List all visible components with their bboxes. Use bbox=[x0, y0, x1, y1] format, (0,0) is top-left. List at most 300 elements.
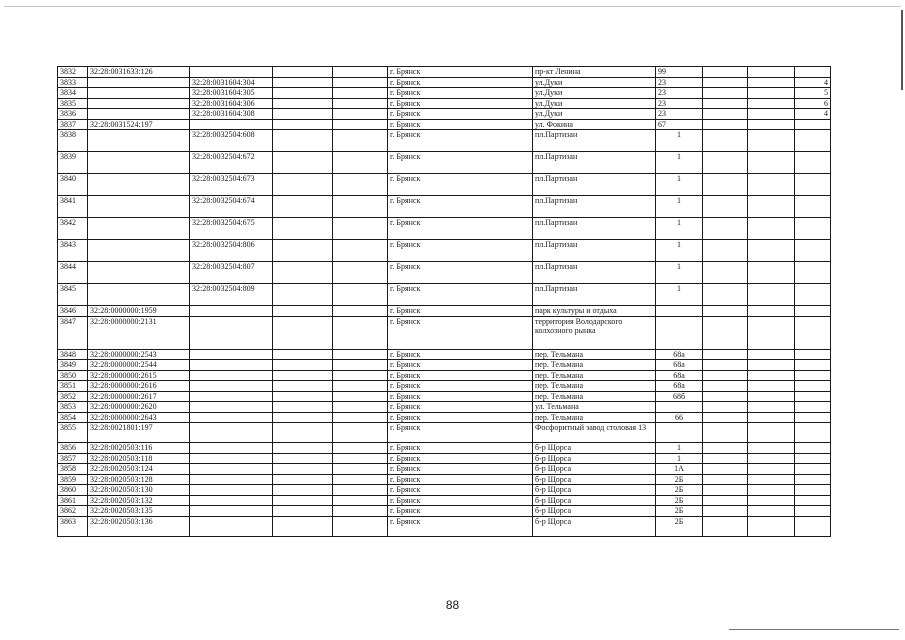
row-number: 3849 bbox=[58, 360, 88, 371]
city: г. Брянск bbox=[388, 98, 533, 109]
empty-cell bbox=[333, 88, 388, 99]
street: б-р Щорса bbox=[533, 464, 656, 475]
empty-cell bbox=[748, 381, 795, 392]
house: 2Б bbox=[656, 516, 703, 536]
house: 68а bbox=[656, 381, 703, 392]
empty-cell bbox=[748, 174, 795, 196]
cadastral-number: 32:28:0000000:2617 bbox=[88, 391, 190, 402]
table-row bbox=[58, 88, 831, 99]
table-row bbox=[58, 381, 831, 392]
empty-cell bbox=[748, 152, 795, 174]
table-row bbox=[58, 391, 831, 402]
scan-edge-mark bbox=[901, 10, 903, 90]
apartment: 5 bbox=[795, 88, 831, 99]
apartment bbox=[795, 152, 831, 174]
street: б-р Щорса bbox=[533, 495, 656, 506]
empty-cell bbox=[703, 402, 748, 413]
street: ул.Дуки bbox=[533, 88, 656, 99]
empty-cell bbox=[273, 516, 333, 536]
cadastral-number: 32:28:0031524:197 bbox=[88, 119, 190, 130]
empty-cell bbox=[748, 119, 795, 130]
street: пл.Партизан bbox=[533, 262, 656, 284]
empty-cell bbox=[703, 349, 748, 360]
cadastral-number: 32:28:0000000:2544 bbox=[88, 360, 190, 371]
city: г. Брянск bbox=[388, 119, 533, 130]
empty-cell bbox=[703, 218, 748, 240]
cadastral-number bbox=[88, 196, 190, 218]
row-number: 3857 bbox=[58, 453, 88, 464]
cadastral-number-2: 32:28:0032504:675 bbox=[190, 218, 273, 240]
empty-cell bbox=[703, 412, 748, 423]
empty-cell bbox=[703, 109, 748, 120]
table-row bbox=[58, 77, 831, 88]
cadastral-number-2: 32:28:0032504:674 bbox=[190, 196, 273, 218]
empty-cell bbox=[703, 360, 748, 371]
empty-cell bbox=[748, 130, 795, 152]
empty-cell bbox=[748, 77, 795, 88]
street: пер. Тельмана bbox=[533, 412, 656, 423]
cadastral-number-2: 32:28:0032504:673 bbox=[190, 174, 273, 196]
empty-cell bbox=[273, 391, 333, 402]
empty-cell bbox=[703, 423, 748, 443]
street: пл.Партизан bbox=[533, 196, 656, 218]
table-row bbox=[58, 412, 831, 423]
city: г. Брянск bbox=[388, 306, 533, 317]
empty-cell bbox=[333, 412, 388, 423]
street: ул. Фокина bbox=[533, 119, 656, 130]
empty-cell bbox=[748, 474, 795, 485]
cadastral-number-2: 32:28:0032504:809 bbox=[190, 284, 273, 306]
city: г. Брянск bbox=[388, 516, 533, 536]
apartment bbox=[795, 381, 831, 392]
scan-bottom-mark bbox=[729, 629, 899, 630]
apartment bbox=[795, 130, 831, 152]
city: г. Брянск bbox=[388, 453, 533, 464]
cadastral-number: 32:28:0020503:132 bbox=[88, 495, 190, 506]
house: 1 bbox=[656, 262, 703, 284]
apartment bbox=[795, 423, 831, 443]
street: б-р Щорса bbox=[533, 474, 656, 485]
table-row bbox=[58, 109, 831, 120]
empty-cell bbox=[748, 67, 795, 78]
empty-cell bbox=[333, 464, 388, 475]
cadastral-number-2 bbox=[190, 516, 273, 536]
empty-cell bbox=[748, 391, 795, 402]
street: б-р Щорса bbox=[533, 506, 656, 517]
empty-cell bbox=[748, 284, 795, 306]
street: пл.Партизан bbox=[533, 152, 656, 174]
house: 1А bbox=[656, 464, 703, 475]
cadastral-number-2 bbox=[190, 443, 273, 454]
street: парк культуры и отдыха bbox=[533, 306, 656, 317]
empty-cell bbox=[273, 402, 333, 413]
table-row bbox=[58, 262, 831, 284]
empty-cell bbox=[333, 485, 388, 496]
table-row bbox=[58, 130, 831, 152]
empty-cell bbox=[703, 474, 748, 485]
empty-cell bbox=[703, 152, 748, 174]
street: б-р Щорса bbox=[533, 516, 656, 536]
empty-cell bbox=[333, 67, 388, 78]
cadastral-number-2 bbox=[190, 453, 273, 464]
cadastral-number: 32:28:0000000:2643 bbox=[88, 412, 190, 423]
empty-cell bbox=[273, 349, 333, 360]
cadastral-number-2 bbox=[190, 370, 273, 381]
apartment bbox=[795, 349, 831, 360]
row-number: 3858 bbox=[58, 464, 88, 475]
empty-cell bbox=[748, 453, 795, 464]
empty-cell bbox=[333, 370, 388, 381]
row-number: 3845 bbox=[58, 284, 88, 306]
city: г. Брянск bbox=[388, 174, 533, 196]
empty-cell bbox=[703, 262, 748, 284]
empty-cell bbox=[273, 174, 333, 196]
empty-cell bbox=[703, 306, 748, 317]
registry-table-body bbox=[58, 67, 831, 537]
street: пер. Тельмана bbox=[533, 391, 656, 402]
empty-cell bbox=[273, 88, 333, 99]
empty-cell bbox=[748, 218, 795, 240]
row-number: 3863 bbox=[58, 516, 88, 536]
table-row bbox=[58, 485, 831, 496]
street: пл.Партизан bbox=[533, 130, 656, 152]
cadastral-number-2 bbox=[190, 423, 273, 443]
house: 1 bbox=[656, 196, 703, 218]
cadastral-number bbox=[88, 88, 190, 99]
street: ул.Дуки bbox=[533, 77, 656, 88]
cadastral-number-2 bbox=[190, 402, 273, 413]
city: г. Брянск bbox=[388, 381, 533, 392]
empty-cell bbox=[703, 516, 748, 536]
apartment bbox=[795, 464, 831, 475]
empty-cell bbox=[333, 196, 388, 218]
empty-cell bbox=[273, 381, 333, 392]
table-row bbox=[58, 240, 831, 262]
city: г. Брянск bbox=[388, 412, 533, 423]
cadastral-number: 32:28:0020503:116 bbox=[88, 443, 190, 454]
city: г. Брянск bbox=[388, 506, 533, 517]
apartment bbox=[795, 516, 831, 536]
empty-cell bbox=[333, 443, 388, 454]
city: г. Брянск bbox=[388, 152, 533, 174]
house bbox=[656, 423, 703, 443]
empty-cell bbox=[703, 119, 748, 130]
house: 1 bbox=[656, 152, 703, 174]
empty-cell bbox=[333, 77, 388, 88]
street: пл.Партизан bbox=[533, 218, 656, 240]
empty-cell bbox=[703, 381, 748, 392]
row-number: 3832 bbox=[58, 67, 88, 78]
city: г. Брянск bbox=[388, 284, 533, 306]
house bbox=[656, 306, 703, 317]
row-number: 3850 bbox=[58, 370, 88, 381]
table-row bbox=[58, 443, 831, 454]
empty-cell bbox=[273, 316, 333, 349]
city: г. Брянск bbox=[388, 402, 533, 413]
apartment bbox=[795, 485, 831, 496]
apartment bbox=[795, 474, 831, 485]
apartment bbox=[795, 240, 831, 262]
street: Фосфоритный завод столовая 13 bbox=[533, 423, 656, 443]
house: 23 bbox=[656, 109, 703, 120]
row-number: 3861 bbox=[58, 495, 88, 506]
empty-cell bbox=[333, 516, 388, 536]
empty-cell bbox=[273, 423, 333, 443]
row-number: 3835 bbox=[58, 98, 88, 109]
house: 2Б bbox=[656, 506, 703, 517]
empty-cell bbox=[748, 109, 795, 120]
empty-cell bbox=[333, 506, 388, 517]
apartment bbox=[795, 174, 831, 196]
empty-cell bbox=[333, 360, 388, 371]
row-number: 3838 bbox=[58, 130, 88, 152]
cadastral-number: 32:28:0021801:197 bbox=[88, 423, 190, 443]
apartment bbox=[795, 119, 831, 130]
empty-cell bbox=[703, 174, 748, 196]
house: 1 bbox=[656, 174, 703, 196]
table-row bbox=[58, 218, 831, 240]
row-number: 3837 bbox=[58, 119, 88, 130]
cadastral-number-2 bbox=[190, 381, 273, 392]
empty-cell bbox=[273, 506, 333, 517]
row-number: 3855 bbox=[58, 423, 88, 443]
cadastral-number: 32:28:0031633:126 bbox=[88, 67, 190, 78]
empty-cell bbox=[703, 240, 748, 262]
empty-cell bbox=[333, 316, 388, 349]
empty-cell bbox=[748, 402, 795, 413]
empty-cell bbox=[748, 262, 795, 284]
house: 99 bbox=[656, 67, 703, 78]
row-number: 3844 bbox=[58, 262, 88, 284]
cadastral-number: 32:28:0020503:130 bbox=[88, 485, 190, 496]
empty-cell bbox=[748, 443, 795, 454]
empty-cell bbox=[333, 453, 388, 464]
street: пер. Тельмана bbox=[533, 349, 656, 360]
empty-cell bbox=[333, 381, 388, 392]
street: пер. Тельмана bbox=[533, 381, 656, 392]
house: 23 bbox=[656, 98, 703, 109]
empty-cell bbox=[273, 360, 333, 371]
empty-cell bbox=[703, 284, 748, 306]
row-number: 3852 bbox=[58, 391, 88, 402]
street: ул. Тельмана bbox=[533, 402, 656, 413]
empty-cell bbox=[333, 284, 388, 306]
row-number: 3841 bbox=[58, 196, 88, 218]
empty-cell bbox=[273, 443, 333, 454]
empty-cell bbox=[748, 495, 795, 506]
house: 1 bbox=[656, 284, 703, 306]
apartment bbox=[795, 67, 831, 78]
empty-cell bbox=[333, 130, 388, 152]
cadastral-number-2: 32:28:0032504:807 bbox=[190, 262, 273, 284]
street: пер. Тельмана bbox=[533, 360, 656, 371]
cadastral-number bbox=[88, 152, 190, 174]
empty-cell bbox=[273, 196, 333, 218]
cadastral-number: 32:28:0000000:2616 bbox=[88, 381, 190, 392]
empty-cell bbox=[273, 284, 333, 306]
empty-cell bbox=[703, 506, 748, 517]
house: 23 bbox=[656, 77, 703, 88]
empty-cell bbox=[748, 423, 795, 443]
cadastral-number-2 bbox=[190, 495, 273, 506]
apartment bbox=[795, 443, 831, 454]
table-row bbox=[58, 464, 831, 475]
empty-cell bbox=[333, 152, 388, 174]
empty-cell bbox=[273, 262, 333, 284]
empty-cell bbox=[273, 130, 333, 152]
apartment: 4 bbox=[795, 109, 831, 120]
city: г. Брянск bbox=[388, 485, 533, 496]
empty-cell bbox=[703, 316, 748, 349]
apartment bbox=[795, 370, 831, 381]
empty-cell bbox=[703, 130, 748, 152]
table-row bbox=[58, 516, 831, 536]
city: г. Брянск bbox=[388, 196, 533, 218]
table-row bbox=[58, 423, 831, 443]
street: пер. Тельмана bbox=[533, 370, 656, 381]
street: пр-кт Ленина bbox=[533, 67, 656, 78]
street: б-р Щорса bbox=[533, 485, 656, 496]
street: ул.Дуки bbox=[533, 109, 656, 120]
cadastral-number-2: 32:28:0032504:608 bbox=[190, 130, 273, 152]
row-number: 3842 bbox=[58, 218, 88, 240]
row-number: 3840 bbox=[58, 174, 88, 196]
cadastral-number bbox=[88, 284, 190, 306]
cadastral-number-2 bbox=[190, 349, 273, 360]
empty-cell bbox=[748, 370, 795, 381]
empty-cell bbox=[748, 98, 795, 109]
empty-cell bbox=[333, 495, 388, 506]
cadastral-number bbox=[88, 262, 190, 284]
city: г. Брянск bbox=[388, 218, 533, 240]
empty-cell bbox=[703, 98, 748, 109]
empty-cell bbox=[273, 370, 333, 381]
row-number: 3846 bbox=[58, 306, 88, 317]
cadastral-number: 32:28:0020503:124 bbox=[88, 464, 190, 475]
city: г. Брянск bbox=[388, 240, 533, 262]
empty-cell bbox=[703, 67, 748, 78]
cadastral-number bbox=[88, 130, 190, 152]
apartment bbox=[795, 316, 831, 349]
table-row bbox=[58, 119, 831, 130]
apartment: 4 bbox=[795, 77, 831, 88]
empty-cell bbox=[333, 423, 388, 443]
row-number: 3843 bbox=[58, 240, 88, 262]
apartment bbox=[795, 218, 831, 240]
table-row bbox=[58, 306, 831, 317]
empty-cell bbox=[273, 109, 333, 120]
empty-cell bbox=[703, 464, 748, 475]
street: пл.Партизан bbox=[533, 284, 656, 306]
house: 68а bbox=[656, 349, 703, 360]
table-row bbox=[58, 98, 831, 109]
row-number: 3859 bbox=[58, 474, 88, 485]
street: ул.Дуки bbox=[533, 98, 656, 109]
cadastral-number: 32:28:0000000:2131 bbox=[88, 316, 190, 349]
cadastral-number-2 bbox=[190, 316, 273, 349]
cadastral-number: 32:28:0000000:2543 bbox=[88, 349, 190, 360]
cadastral-number bbox=[88, 109, 190, 120]
empty-cell bbox=[273, 495, 333, 506]
row-number: 3856 bbox=[58, 443, 88, 454]
city: г. Брянск bbox=[388, 423, 533, 443]
empty-cell bbox=[273, 218, 333, 240]
empty-cell bbox=[748, 316, 795, 349]
row-number: 3862 bbox=[58, 506, 88, 517]
cadastral-number-2 bbox=[190, 506, 273, 517]
empty-cell bbox=[748, 360, 795, 371]
house bbox=[656, 402, 703, 413]
city: г. Брянск bbox=[388, 88, 533, 99]
row-number: 3847 bbox=[58, 316, 88, 349]
apartment bbox=[795, 284, 831, 306]
empty-cell bbox=[273, 152, 333, 174]
empty-cell bbox=[748, 506, 795, 517]
empty-cell bbox=[748, 349, 795, 360]
cadastral-number bbox=[88, 98, 190, 109]
empty-cell bbox=[748, 88, 795, 99]
city: г. Брянск bbox=[388, 391, 533, 402]
house: 68а bbox=[656, 370, 703, 381]
cadastral-number: 32:28:0000000:2620 bbox=[88, 402, 190, 413]
empty-cell bbox=[273, 412, 333, 423]
apartment bbox=[795, 306, 831, 317]
city: г. Брянск bbox=[388, 349, 533, 360]
apartment bbox=[795, 402, 831, 413]
cadastral-number bbox=[88, 240, 190, 262]
cadastral-number-2 bbox=[190, 306, 273, 317]
house: 23 bbox=[656, 88, 703, 99]
cadastral-number bbox=[88, 174, 190, 196]
cadastral-number bbox=[88, 77, 190, 88]
city: г. Брянск bbox=[388, 443, 533, 454]
empty-cell bbox=[273, 453, 333, 464]
house: 1 bbox=[656, 130, 703, 152]
table-row bbox=[58, 360, 831, 371]
empty-cell bbox=[333, 218, 388, 240]
house: 68б bbox=[656, 391, 703, 402]
empty-cell bbox=[703, 370, 748, 381]
empty-cell bbox=[333, 306, 388, 317]
row-number: 3848 bbox=[58, 349, 88, 360]
house: 1 bbox=[656, 240, 703, 262]
empty-cell bbox=[748, 464, 795, 475]
empty-cell bbox=[748, 412, 795, 423]
house: 68а bbox=[656, 360, 703, 371]
empty-cell bbox=[748, 240, 795, 262]
street: пл.Партизан bbox=[533, 240, 656, 262]
cadastral-number: 32:28:0000000:2615 bbox=[88, 370, 190, 381]
apartment bbox=[795, 412, 831, 423]
empty-cell bbox=[333, 402, 388, 413]
city: г. Брянск bbox=[388, 262, 533, 284]
cadastral-number-2 bbox=[190, 464, 273, 475]
table-row bbox=[58, 349, 831, 360]
house: 1 bbox=[656, 443, 703, 454]
table-row bbox=[58, 402, 831, 413]
empty-cell bbox=[703, 88, 748, 99]
empty-cell bbox=[273, 77, 333, 88]
cadastral-number-2 bbox=[190, 391, 273, 402]
empty-cell bbox=[703, 196, 748, 218]
empty-cell bbox=[273, 485, 333, 496]
row-number: 3836 bbox=[58, 109, 88, 120]
house: 1 bbox=[656, 218, 703, 240]
empty-cell bbox=[273, 98, 333, 109]
apartment bbox=[795, 262, 831, 284]
cadastral-number-2: 32:28:0031604:305 bbox=[190, 88, 273, 99]
cadastral-number: 32:28:0020503:136 bbox=[88, 516, 190, 536]
